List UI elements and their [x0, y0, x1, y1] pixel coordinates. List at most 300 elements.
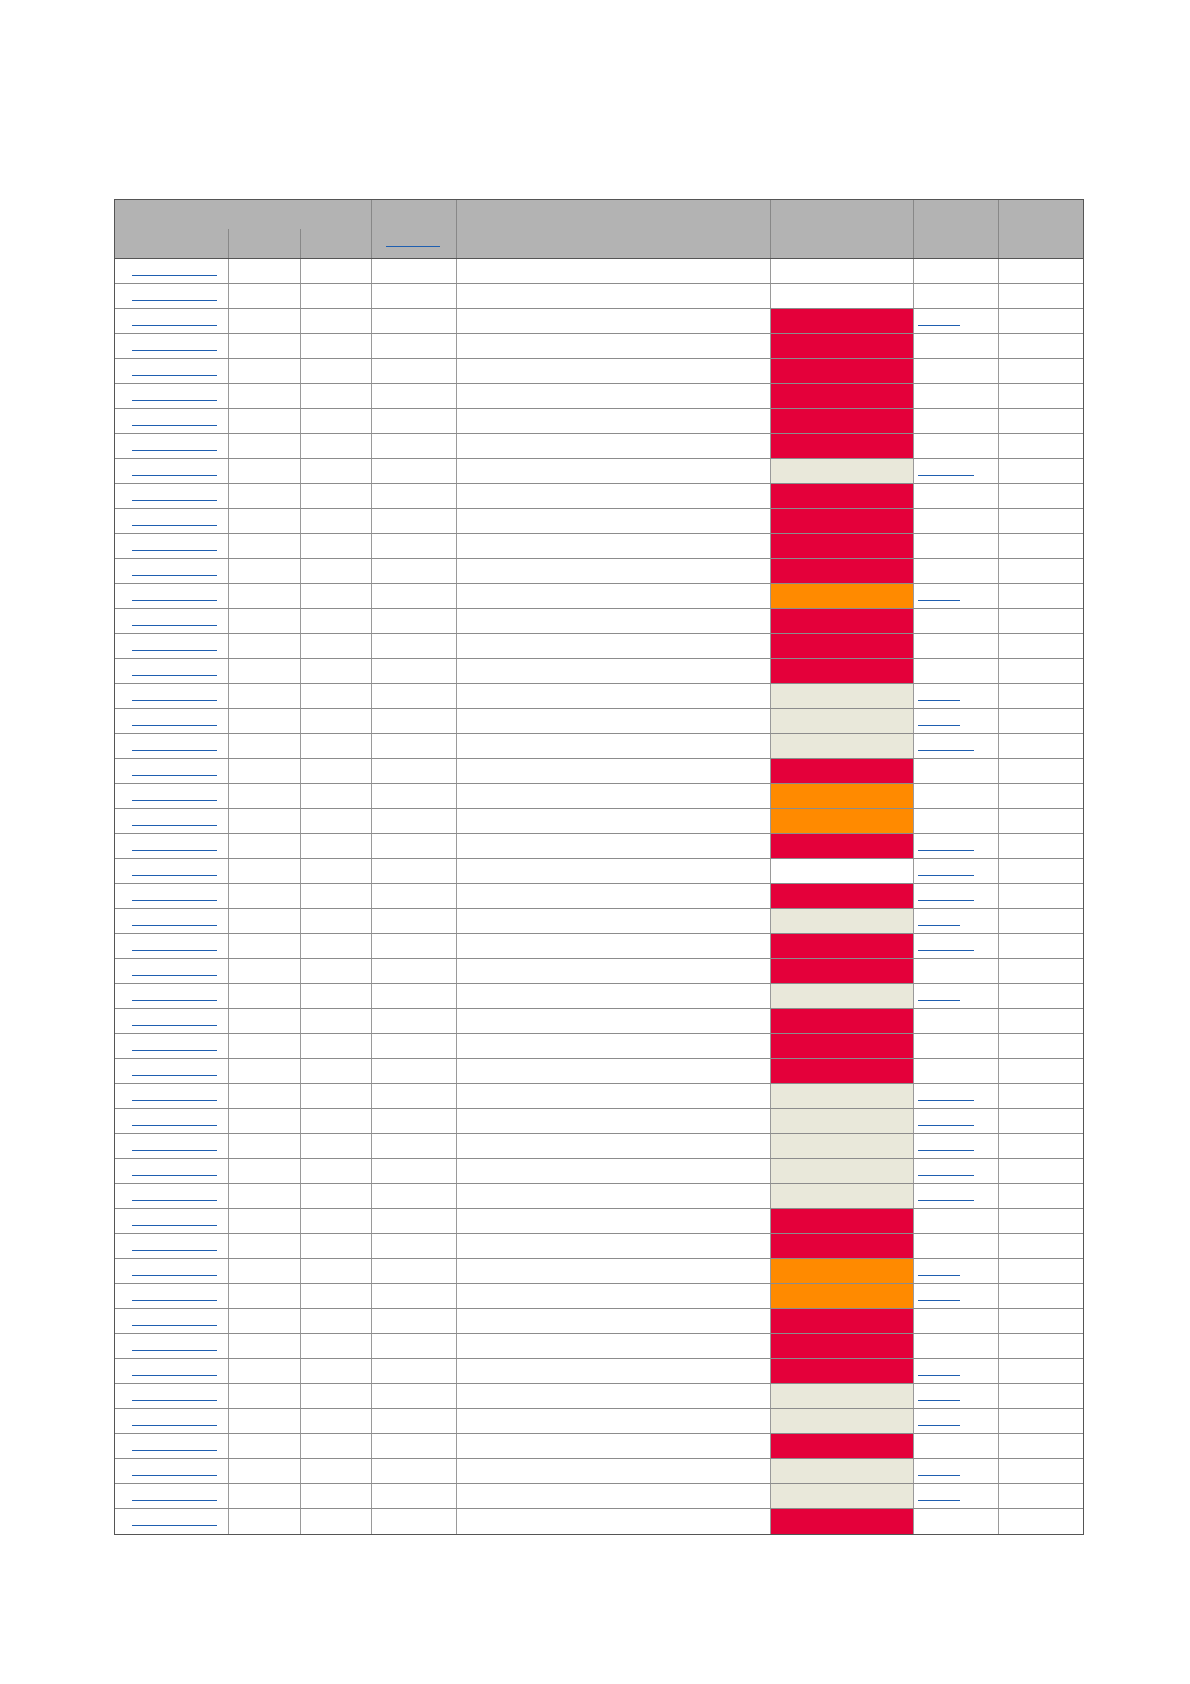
table-cell: [913, 1484, 999, 1508]
table-cell: [998, 1309, 1085, 1333]
table-cell: [115, 634, 228, 658]
row-link[interactable]: [132, 475, 217, 476]
row-link[interactable]: [132, 275, 217, 276]
table-cell: [228, 1209, 301, 1233]
table-cell: [998, 1259, 1085, 1283]
table-cell: [300, 1034, 372, 1058]
table-cell: [228, 359, 301, 383]
row-link[interactable]: [132, 1000, 217, 1001]
row-link[interactable]: [132, 925, 217, 926]
row-link[interactable]: [132, 725, 217, 726]
table-cell: [913, 584, 999, 608]
table-cell: [998, 484, 1085, 508]
table-cell: [456, 634, 771, 658]
status-cell: [770, 534, 914, 558]
table-cell: [371, 834, 457, 858]
table-cell: [998, 659, 1085, 683]
table-cell: [998, 1434, 1085, 1458]
row-link[interactable]: [132, 750, 217, 751]
status-cell: [770, 684, 914, 708]
table-cell: [115, 1334, 228, 1358]
row-link[interactable]: [132, 700, 217, 701]
table-cell: [371, 1409, 457, 1433]
table-cell: [228, 384, 301, 408]
row-link[interactable]: [132, 1175, 217, 1176]
row-link[interactable]: [132, 1475, 217, 1476]
table-cell: [913, 984, 999, 1008]
row-link[interactable]: [132, 1075, 217, 1076]
table-cell: [300, 1359, 372, 1383]
table-cell: [300, 409, 372, 433]
table-cell: [300, 609, 372, 633]
row-link[interactable]: [132, 1525, 217, 1526]
table-cell: [998, 1459, 1085, 1483]
table-row: [115, 309, 1083, 334]
row-link[interactable]: [132, 1375, 217, 1376]
table-cell: [998, 884, 1085, 908]
table-cell: [913, 359, 999, 383]
table-cell: [115, 434, 228, 458]
status-cell: [770, 834, 914, 858]
table-cell: [913, 859, 999, 883]
table-cell: [371, 1459, 457, 1483]
row-link[interactable]: [132, 1250, 217, 1251]
table-cell: [998, 409, 1085, 433]
table-cell: [228, 1284, 301, 1308]
table-cell: [998, 1009, 1085, 1033]
row-link[interactable]: [132, 375, 217, 376]
table-cell: [228, 809, 301, 833]
row-link[interactable]: [132, 825, 217, 826]
row-link[interactable]: [132, 325, 217, 326]
table-cell: [228, 259, 301, 283]
table-cell: [115, 759, 228, 783]
table-row: [115, 834, 1083, 859]
table-cell: [300, 459, 372, 483]
table-cell: [300, 1234, 372, 1258]
table-row: [115, 1009, 1083, 1034]
table-cell: [371, 359, 457, 383]
status-cell: [770, 434, 914, 458]
reference-link[interactable]: [918, 700, 960, 701]
table-row: [115, 1184, 1083, 1209]
table-cell: [913, 759, 999, 783]
table-cell: [371, 934, 457, 958]
table-cell: [115, 834, 228, 858]
table-cell: [300, 1134, 372, 1158]
table-cell: [456, 1059, 771, 1083]
table-cell: [456, 259, 771, 283]
table-cell: [456, 1034, 771, 1058]
row-link[interactable]: [132, 1325, 217, 1326]
table-cell: [300, 559, 372, 583]
table-cell: [371, 634, 457, 658]
reference-link[interactable]: [918, 1375, 960, 1376]
table-cell: [115, 259, 228, 283]
table-cell: [228, 1159, 301, 1183]
status-cell: [770, 1109, 914, 1133]
table-row: [115, 259, 1083, 284]
table-cell: [371, 1484, 457, 1508]
table-cell: [115, 1184, 228, 1208]
status-cell: [770, 1209, 914, 1233]
row-link[interactable]: [132, 450, 217, 451]
table-cell: [228, 1359, 301, 1383]
reference-link[interactable]: [918, 1425, 960, 1426]
table-cell: [913, 434, 999, 458]
table-cell: [371, 1259, 457, 1283]
row-link[interactable]: [132, 525, 217, 526]
table-row: [115, 984, 1083, 1009]
table-cell: [115, 784, 228, 808]
row-link[interactable]: [132, 350, 217, 351]
header-divider: [228, 229, 229, 258]
table-cell: [371, 534, 457, 558]
header-divider: [300, 229, 301, 258]
table-cell: [456, 1409, 771, 1433]
table-cell: [456, 809, 771, 833]
status-cell: [770, 1459, 914, 1483]
table-cell: [913, 409, 999, 433]
row-link[interactable]: [132, 425, 217, 426]
row-link[interactable]: [132, 300, 217, 301]
table-row: [115, 584, 1083, 609]
status-cell: [770, 1509, 914, 1534]
table-cell: [228, 859, 301, 883]
table-cell: [998, 759, 1085, 783]
row-link[interactable]: [132, 1350, 217, 1351]
table-cell: [371, 859, 457, 883]
reference-link[interactable]: [918, 750, 974, 751]
table-cell: [300, 259, 372, 283]
status-cell: [770, 884, 914, 908]
table-cell: [456, 759, 771, 783]
row-link[interactable]: [132, 550, 217, 551]
table-cell: [115, 584, 228, 608]
reference-link[interactable]: [918, 1475, 960, 1476]
table-cell: [913, 484, 999, 508]
table-cell: [998, 834, 1085, 858]
status-cell: [770, 259, 914, 283]
table-row: [115, 1334, 1083, 1359]
table-cell: [371, 1284, 457, 1308]
table-cell: [371, 1209, 457, 1233]
reference-link[interactable]: [918, 900, 974, 901]
status-cell: [770, 959, 914, 983]
table-cell: [115, 1109, 228, 1133]
table-cell: [228, 684, 301, 708]
table-row: [115, 1109, 1083, 1134]
reference-link[interactable]: [918, 1000, 960, 1001]
table-cell: [228, 1509, 301, 1534]
table-cell: [913, 1434, 999, 1458]
row-link[interactable]: [132, 900, 217, 901]
status-cell: [770, 334, 914, 358]
table-row: [115, 1284, 1083, 1309]
table-cell: [115, 884, 228, 908]
table-row: [115, 409, 1083, 434]
table-cell: [456, 309, 771, 333]
table-cell: [371, 259, 457, 283]
row-link[interactable]: [132, 1100, 217, 1101]
table-cell: [456, 934, 771, 958]
reference-link[interactable]: [918, 1150, 974, 1151]
table-cell: [913, 1009, 999, 1033]
reference-link[interactable]: [918, 1200, 974, 1201]
table-cell: [913, 309, 999, 333]
reference-link[interactable]: [918, 1125, 974, 1126]
table-cell: [456, 959, 771, 983]
table-cell: [998, 1409, 1085, 1433]
reference-link[interactable]: [918, 1500, 960, 1501]
status-cell: [770, 1234, 914, 1258]
reference-link[interactable]: [918, 725, 960, 726]
table-cell: [228, 484, 301, 508]
header-divider: [770, 200, 771, 258]
table-row: [115, 509, 1083, 534]
table-cell: [456, 1384, 771, 1408]
table-cell: [371, 1084, 457, 1108]
table-cell: [371, 684, 457, 708]
table-cell: [371, 1109, 457, 1133]
table-row: [115, 334, 1083, 359]
table-cell: [371, 1184, 457, 1208]
table-cell: [371, 334, 457, 358]
table-cell: [913, 1284, 999, 1308]
table-cell: [300, 484, 372, 508]
table-cell: [913, 1184, 999, 1208]
row-link[interactable]: [132, 850, 217, 851]
table-cell: [228, 534, 301, 558]
table-cell: [228, 659, 301, 683]
table-cell: [456, 1009, 771, 1033]
table-cell: [371, 959, 457, 983]
table-cell: [300, 809, 372, 833]
table-cell: [115, 859, 228, 883]
row-link[interactable]: [132, 400, 217, 401]
table-cell: [228, 934, 301, 958]
reference-link[interactable]: [918, 950, 974, 951]
reference-link[interactable]: [918, 1100, 974, 1101]
row-link[interactable]: [132, 1200, 217, 1201]
status-cell: [770, 384, 914, 408]
table-cell: [300, 659, 372, 683]
table-cell: [456, 984, 771, 1008]
table-cell: [300, 309, 372, 333]
table-cell: [456, 909, 771, 933]
row-link[interactable]: [132, 1500, 217, 1501]
status-cell: [770, 409, 914, 433]
table-row: [115, 809, 1083, 834]
table-cell: [998, 509, 1085, 533]
table-cell: [913, 1259, 999, 1283]
row-link[interactable]: [132, 675, 217, 676]
table-cell: [228, 1084, 301, 1108]
status-cell: [770, 1434, 914, 1458]
table-cell: [300, 1409, 372, 1433]
table-cell: [998, 984, 1085, 1008]
table-cell: [998, 1109, 1085, 1133]
reference-link[interactable]: [918, 325, 960, 326]
row-link[interactable]: [132, 1425, 217, 1426]
row-link[interactable]: [132, 625, 217, 626]
reference-link[interactable]: [918, 1275, 960, 1276]
table-cell: [300, 334, 372, 358]
table-cell: [300, 509, 372, 533]
table-row: [115, 1509, 1083, 1534]
status-cell: [770, 634, 914, 658]
table-cell: [371, 409, 457, 433]
table-cell: [115, 1209, 228, 1233]
table-row: [115, 684, 1083, 709]
reference-link[interactable]: [918, 1175, 974, 1176]
table-cell: [998, 1509, 1085, 1534]
table-cell: [998, 534, 1085, 558]
table-cell: [913, 784, 999, 808]
table-header: [115, 200, 1083, 259]
table-cell: [228, 1259, 301, 1283]
table-cell: [115, 459, 228, 483]
table-cell: [300, 1434, 372, 1458]
status-cell: [770, 359, 914, 383]
table-cell: [300, 1184, 372, 1208]
row-link[interactable]: [132, 1025, 217, 1026]
table-row: [115, 1359, 1083, 1384]
table-row: [115, 934, 1083, 959]
table-row: [115, 1234, 1083, 1259]
row-link[interactable]: [132, 1400, 217, 1401]
table-cell: [228, 634, 301, 658]
table-row: [115, 1309, 1083, 1334]
table-cell: [998, 384, 1085, 408]
header-link[interactable]: [386, 246, 440, 247]
table-row: [115, 609, 1083, 634]
table-row: [115, 359, 1083, 384]
row-link[interactable]: [132, 1275, 217, 1276]
reference-link[interactable]: [918, 1400, 960, 1401]
table-cell: [371, 1009, 457, 1033]
table-cell: [371, 1434, 457, 1458]
table-cell: [228, 434, 301, 458]
status-cell: [770, 659, 914, 683]
status-cell: [770, 1359, 914, 1383]
table-cell: [913, 1084, 999, 1108]
table-cell: [228, 584, 301, 608]
row-link[interactable]: [132, 950, 217, 951]
table-cell: [998, 334, 1085, 358]
table-cell: [913, 334, 999, 358]
row-link[interactable]: [132, 575, 217, 576]
status-cell: [770, 1084, 914, 1108]
table-cell: [456, 1159, 771, 1183]
table-cell: [371, 659, 457, 683]
table-cell: [300, 1284, 372, 1308]
row-link[interactable]: [132, 1450, 217, 1451]
table-cell: [456, 659, 771, 683]
row-link[interactable]: [132, 775, 217, 776]
table-cell: [998, 1284, 1085, 1308]
row-link[interactable]: [132, 1150, 217, 1151]
table-cell: [300, 934, 372, 958]
table-cell: [913, 1384, 999, 1408]
table-cell: [998, 309, 1085, 333]
table-row: [115, 559, 1083, 584]
table-cell: [300, 584, 372, 608]
row-link[interactable]: [132, 800, 217, 801]
table-cell: [913, 259, 999, 283]
reference-link[interactable]: [918, 850, 974, 851]
table-cell: [456, 1459, 771, 1483]
table-cell: [115, 709, 228, 733]
table-cell: [228, 409, 301, 433]
table-cell: [115, 1384, 228, 1408]
table-cell: [115, 309, 228, 333]
table-cell: [228, 709, 301, 733]
row-link[interactable]: [132, 500, 217, 501]
table-cell: [456, 1434, 771, 1458]
row-link[interactable]: [132, 1125, 217, 1126]
table-cell: [913, 1359, 999, 1383]
table-row: [115, 1384, 1083, 1409]
table-cell: [998, 1234, 1085, 1258]
table-cell: [228, 1034, 301, 1058]
table-cell: [913, 1209, 999, 1233]
table-row: [115, 784, 1083, 809]
row-link[interactable]: [132, 975, 217, 976]
table-cell: [998, 784, 1085, 808]
table-row: [115, 1084, 1083, 1109]
reference-link[interactable]: [918, 875, 974, 876]
table-cell: [998, 1334, 1085, 1358]
table-cell: [371, 484, 457, 508]
table-cell: [115, 1509, 228, 1534]
reference-link[interactable]: [918, 475, 974, 476]
table-cell: [371, 284, 457, 308]
table-cell: [371, 384, 457, 408]
table-cell: [456, 1509, 771, 1534]
table-cell: [456, 434, 771, 458]
table-row: [115, 634, 1083, 659]
row-link[interactable]: [132, 1225, 217, 1226]
table-cell: [228, 784, 301, 808]
table-row: [115, 384, 1083, 409]
table-cell: [913, 459, 999, 483]
table-row: [115, 1059, 1083, 1084]
reference-link[interactable]: [918, 600, 960, 601]
table-row: [115, 434, 1083, 459]
table-cell: [300, 1084, 372, 1108]
table-cell: [300, 1509, 372, 1534]
table-cell: [456, 559, 771, 583]
row-link[interactable]: [132, 1050, 217, 1051]
row-link[interactable]: [132, 875, 217, 876]
status-cell: [770, 1009, 914, 1033]
row-link[interactable]: [132, 1300, 217, 1301]
header-divider: [456, 200, 457, 258]
row-link[interactable]: [132, 600, 217, 601]
table-cell: [456, 1184, 771, 1208]
row-link[interactable]: [132, 650, 217, 651]
table-cell: [456, 1109, 771, 1133]
table-cell: [456, 834, 771, 858]
reference-link[interactable]: [918, 925, 960, 926]
table-cell: [998, 1134, 1085, 1158]
table-cell: [115, 1159, 228, 1183]
table-cell: [998, 1209, 1085, 1233]
table-row: [115, 759, 1083, 784]
table-cell: [115, 1059, 228, 1083]
reference-link[interactable]: [918, 1300, 960, 1301]
